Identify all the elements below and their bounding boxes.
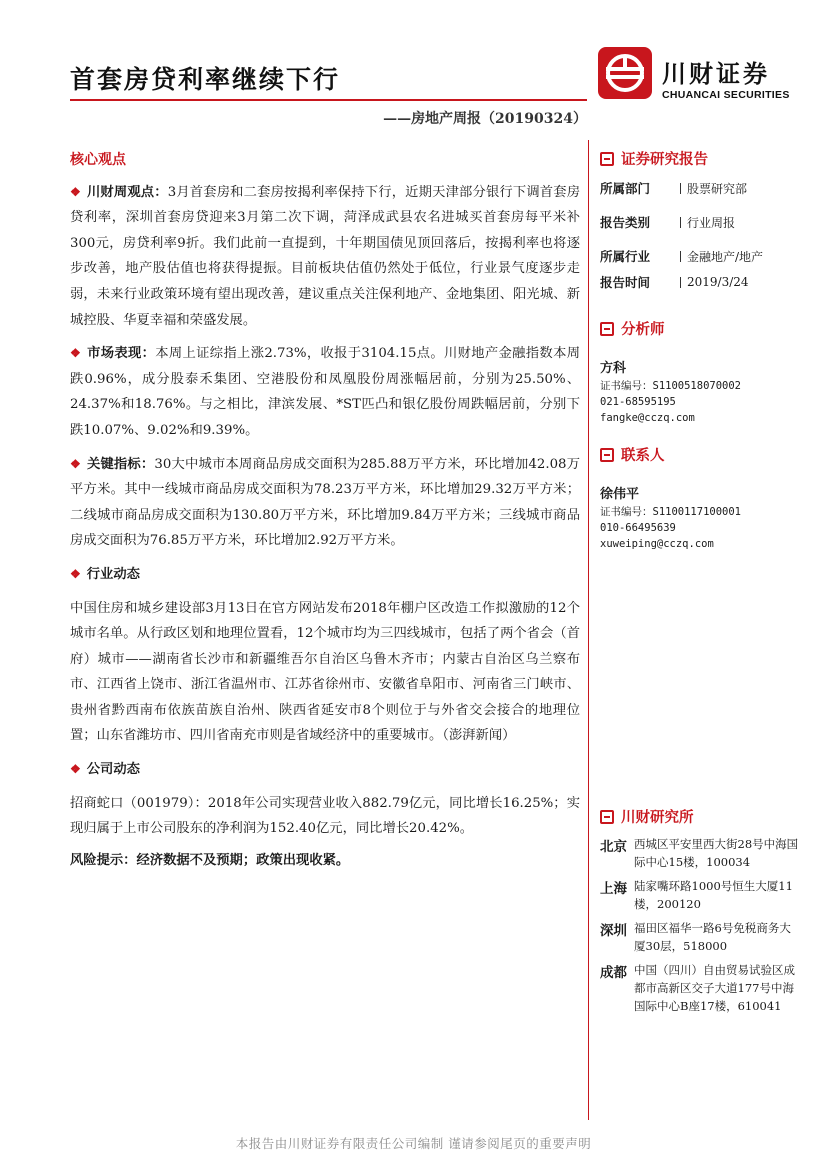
diamond-bullet-icon: ❖ [70,762,81,777]
meta-row [600,209,800,235]
contact-section [600,444,800,552]
column-divider [588,140,589,1120]
main-column [70,148,580,873]
office-city: 深圳 [600,923,627,939]
logo-english-name: CHUANCAI SECURITIES [662,89,790,101]
meta-key: 所属行业 [600,249,651,264]
market-lead: 市场表现： [87,346,156,362]
analyst-name: 方科 [600,361,627,376]
meta-row [600,175,800,201]
meta-value: 2019/3/24 [687,275,749,289]
core-heading: 核心观点 [70,152,126,168]
key-lead: 关键指标： [86,456,155,472]
meta-value: 行业周报 [687,215,736,230]
company-text: 招商蛇口（001979）：2018年公司实现营业收入882.79亿元，同比增长16.25%；实现归属于上市公司股东的净利润为152.40亿元，同比增长20.42%。 [70,795,580,837]
market-text: 本周上证综指上涨2.73%，收报于3104.15点。川财地产金融指数本周跌0.96%，成分股泰禾集团、空港股份和凤凰股份周涨幅居前，分别为25.50%、24.37%和18.76%。与之相比，津滨发展、*ST匹凸和银亿股份周跌幅居前，分别下跌10.07%、9.02%和9.39%。 [70,346,580,438]
analyst-phone: 021-68595195 [600,396,676,408]
logo-chinese-name: 川财证券 [662,60,770,88]
company-heading-row [70,757,580,783]
industry-text: 中国住房和城乡建设部3月13日在官方网站发布2018年棚户区改造工作拟激励的12个城市名单。从行政区划和地理位置看，12个城市均为三四线城市，包括了两个省会（首府）城市——湖南省长沙市和新疆维吾尔自治区乌鲁木齐市；内蒙古自治区乌兰察布市、江西省上饶市、浙江省温州市、江苏省徐州市、安徽省阜阳市、河南省三门峡市、贵州省黔西南布依族苗族自治州、陕西省延安市8个则位于与外省交会接合的地理位置；山东省潍坊市、四川省南充市则是省域经济中的重要城市。（澎湃新闻） [70,600,580,744]
office-address: 福田区福华一路6号免税商务大厦30层，518000 [634,921,791,953]
office-address: 陆家嘴环路1000号恒生大厦11楼，200120 [634,879,793,911]
key-text: 30大中城市本周商品房成交面积为285.88万平方米，环比增加42.08万平方米。其中一线城市商品房成交面积为78.23万平方米，环比增加29.32万平方米；二线城市商品房成交面积为130.80万平方米，环比增加9.84万平方米；三线城市商品房成交面积为76.85万平方米，环比增加2.92万平方米。 [70,456,581,549]
meta-key: 报告类别 [600,215,651,230]
office-city: 上海 [600,881,627,897]
contact-cert: 证书编号：S1100117100001 [600,506,742,518]
view-lead: 川财周观点： [86,184,168,200]
office-address: 西城区平安里西大街28号中海国际中心15楼，100034 [634,837,799,869]
meta-row [600,243,800,269]
office-city: 成都 [600,965,627,981]
industry-heading-row [70,562,580,588]
office-city: 北京 [600,839,627,855]
diamond-bullet-icon: ❖ [70,456,81,471]
chuancai-logo-icon [598,47,652,99]
diamond-bullet-icon: ❖ [70,566,81,581]
key-paragraph [70,452,580,554]
meta-value: 股票研究部 [687,181,748,196]
office-item [600,877,800,913]
report-title: 首套房贷利率继续下行 [70,65,341,94]
institute-heading-row [600,806,800,827]
contact-heading-icon [600,448,614,462]
diamond-bullet-icon: ❖ [70,346,82,361]
market-paragraph [70,341,580,443]
meta-value: 金融地产/地产 [687,249,764,264]
contact-name: 徐伟平 [600,487,640,502]
office-item [600,835,800,871]
analyst-heading-icon [600,322,614,336]
report-subtitle: ——房地产周报（20190324） [383,111,587,127]
report-heading-icon [600,152,614,166]
risk-notice: 风险提示：经济数据不及预期；政策出现收紧。 [70,852,350,868]
analyst-heading: 分析师 [621,322,665,338]
contact-heading: 联系人 [621,448,665,464]
report-heading: 证券研究报告 [621,152,708,168]
meta-key: 所属部门 [600,181,651,196]
institute-heading: 川财研究所 [621,810,694,826]
title-divider [70,99,587,101]
page-footer: 本报告由川财证券有限责任公司编制 谨请参阅尾页的重要声明 [235,1136,592,1151]
company-heading: 公司动态 [86,762,140,778]
contact-email[interactable]: xuweiping@cczq.com [600,538,714,550]
industry-heading: 行业动态 [86,566,140,582]
institute-section [600,806,800,1021]
contact-phone: 010-66495639 [600,522,676,534]
report-meta-section [600,148,800,295]
contact-heading-row [600,444,800,465]
office-address: 中国（四川）自由贸易试验区成都市高新区交子大道177号中海国际中心B座17楼，610041 [634,963,795,1013]
meta-row [600,269,800,295]
report-heading-row [600,148,800,169]
office-item [600,961,800,1015]
analyst-heading-row [600,318,800,339]
analyst-cert: 证书编号：S1100518070002 [600,380,742,392]
view-text: 3月首套房和二套房按揭利率保持下行，近期天津部分银行下调首套房贷利率，深圳首套房贷迎来3月第二次下调，菏泽成武县农名进城买首套房每平米补300元，房贷利率9折。我们此前一直提到，十年期国债见顶回落后，按揭利率也将逐步改善，地产股估值也将获得提振。目前板块估值仍然处于低位，行业景气度逐步走弱，未来行业政策环境有望出现改善，建议重点关注保利地产、金地集团、阳光城、新城控股、华夏幸福和荣盛发展。 [70,184,581,328]
view-paragraph [70,180,580,334]
analyst-email[interactable]: fangke@cczq.com [600,412,695,424]
meta-key: 报告时间 [600,275,651,290]
office-item [600,919,800,955]
institute-heading-icon [600,810,614,824]
analyst-section [600,318,800,426]
diamond-bullet-icon: ❖ [70,184,81,199]
